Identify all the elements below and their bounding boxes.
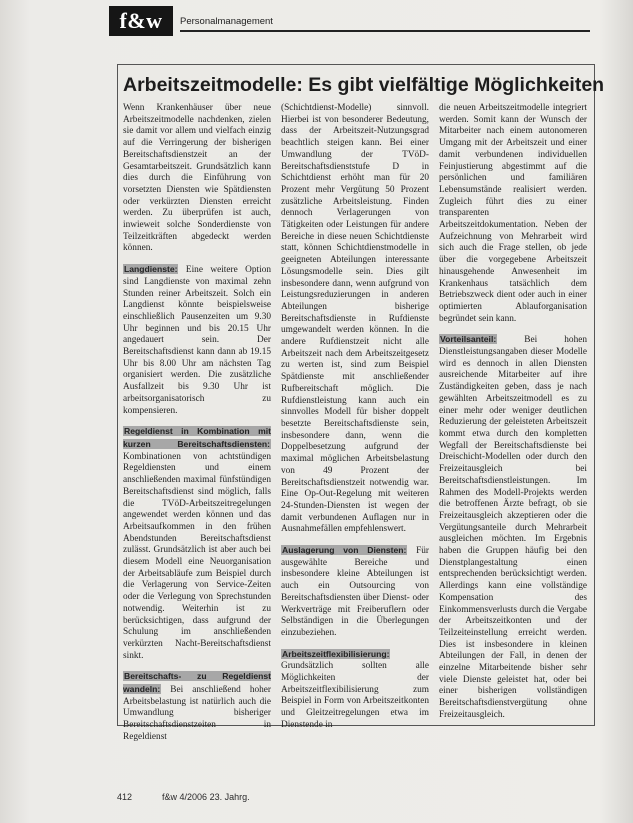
paragraph [439, 334, 587, 721]
paragraph-text: Grundsätzlich sollten alle Möglichkeiten der Arbeitszeitflexibilisierung zum Beispiel in Form von Arbeitszeitkonten und Gleitzeitregelungen etwa im Dienstende in [281, 661, 429, 730]
paragraph [281, 649, 429, 732]
paragraph [281, 545, 429, 640]
paragraph-text: die neuen Arbeitszeitmodelle integriert werden. Somit kann der Wunsch der Mitarbeiter nach einem autonomeren Umgang mit der Arbeitszeit und einer damit verbundenen individuellen Feinjustierung abgestimmt auf die persönlichen und familiären Lebensumstände realisiert werden. Zugleich führt dies zu einer transparenten Arbeitszeitdokumentation. Neben der Aufzeichnung von Mehrarbeit wird sich auch die Frage stellen, ob jede über die vorgegebene Arbeitszeit hinausgehende Anwesenheit im Krankenhaus tatsächlich dem Betriebszweck dient oder auch in einer optimierten Ablauforganisation begründet sein kann. [439, 103, 587, 324]
article-body [123, 103, 588, 742]
paragraph-text: Bei hohen Dienstleistungsangaben dieser Modelle wird es dennoch in allen Diensten ausreichende Mitarbeiter auf ihre Zuständigkeiten geben, dass je nach gewählten Arbeitszeitmodell es zu einer mehr oder weniger deutlichen Reduzierung der geleisteten Arbeitszeit kommt etwa durch den kompletten Wegfall der Bereitschaftsdienste bei Dreischicht-Modellen oder durch den Freizeitausgleich bei Bereitschaftsdienstleistungen. Im Rahmen des Modell-Projekts werden die betroffenen Ärzte befragt, ob sie Freizeitausgleich akzeptieren oder die Vergütungsanteile durch Mehrarbeit ausgleichen möchten. Im Ergebnis haben die Gruppen häufig bei den Dienstplangestaltung einen entsprechenden berücksichtigt werden. Allerdings kann eine vollständige Kompensation des Einkommensverlusts durch die Vergabe der Arbeitszeitkonten und der Teilzeiteinstellung erreicht werden. Dies ist insbesondere in kleinen Abteilungen der Fall, in denen der einzelne Mitarbeitende bisher sehr viele Dienste geleistet hat, oder bei einer bisherigen vollständigen Bereitschaftsdienstvergütung ohne Freizeitausgleich. [439, 335, 587, 720]
paragraph [123, 103, 271, 255]
section-label: Personalmanagement [180, 16, 273, 27]
paragraph [123, 671, 271, 743]
paragraph-keyword: Bereitschafts- zu Regeldienst wandeln: [123, 671, 271, 695]
paragraph-keyword: Regeldienst in Kombination mit kurzen Bereitschaftsdiensten: [123, 426, 271, 449]
paragraph-keyword: Langdienste: [124, 264, 178, 275]
paragraph [123, 264, 271, 417]
page-number: 412 [117, 792, 133, 802]
page-footer [117, 792, 250, 802]
column-2 [281, 103, 429, 733]
paragraph-keyword: Auslagerung von Diensten: [282, 545, 407, 556]
paragraph-text: (Schichtdienst-Modelle) sinnvoll. Hierbei ist von besonderer Bedeutung, dass der Arbeitszeit-Nutzungsgrad beachtlich steigen kann. Bei einer Umwandlung der TVöD-Bereitschaftsdienststufe D in Schichtdienst erhöht man für 20 Prozent mehr Vergütung 50 Prozent zusätzliche Arbeitsleistung. Finden dennoch Verlagerungen von Tätigkeiten oder Leistungen für andere Bereiche in diese neuen Schichtdienste statt, können Schichtdienstmodelle in geeigneten Abteilungen interessante Lösungsmodelle sein. Dies gilt insbesondere dann, wenn aufgrund von Leistungsreduzierungen in anderen Abteilungen bisherige Bereitschaftsdienste in Rufdienste umgewandelt werden können. In die andere Rufdienstzeit nicht alle Arbeitszeit nach dem Arbeitszeitgesetz zu werten ist, sind zum Beispiel Spätdienste mit anschließender Rufbereitschaft möglich. Die Rufdienstleistung kann auch ein sinnvolles Modell für bisher doppelt besetzte Bereitschaftsdienste sein, insbesondere dann, wenn die Doppelbesetzung aufgrund der maximal möglichen Arbeitsbelastung von 49 Prozent der Bereitschaftsdienstzeit notwendig war. Eine Op-Out-Regelung mit weiteren 24-Stunden-Diensten ist wegen der damit verbundenen Auflagen nur in Ausnahmefällen empfehlenswert. [281, 103, 429, 535]
paragraph-text: Eine weitere Option sind Langdienste von maximal zehn Stunden reiner Arbeitszeit. Solch ein Langdienst könnte beispielsweise einschließlich Pausenzeiten um 9.30 Uhr beginnen und bis 20.15 Uhr angedauert sein. Der Bereitschaftsdienst kann dann ab 19.15 Uhr bis 8.00 Uhr am nächsten Tag organisiert werden. Die zusätzliche Ausfallzeit bis 9.30 Uhr ist arbeitsorganisatorisch zu kompensieren. [123, 265, 271, 416]
paragraph-text: Bei anschließend hoher Arbeitsbelastung ist natürlich auch die Umwandlung bisheriger Bereitschaftsdienstzeiten in Regeldienst [123, 685, 271, 742]
paragraph-text: Für ausgewählte Bereiche und insbesondere kleine Abteilungen ist auch ein Outsourcing von Bereitschaftsdiensten über Dienst- oder Werkverträge mit Freiberuflern oder Selbständigen in die Überlegungen einzubeziehen. [281, 546, 430, 638]
paragraph-text: Kombinationen von achtstündigen Regeldiensten und einem anschließenden maximal fünfstündigen Bereitschaftsdienst sind möglich, falls die TVöD-Arbeitszeitregelungen angewendet werden können und das Arbeitsaufkommen in den frühen Abendstunden Bereitschaftsdienst zulässt. Grundsätzlich ist aber auch bei diesem Modell eine Neuorganisation der Arbeitsabläufe zum Beispiel durch die Verlagerung von Service-Zeiten oder die Verlegung von Sprechstunden notwendig. Weiterhin ist zu berücksichtigen, dass aufgrund der Schulung im anschließenden verkürzten Nacht-Bereitschaftsdienst sinkt. [123, 451, 271, 661]
column-1 [123, 103, 271, 742]
paragraph [123, 426, 271, 662]
paragraph-keyword: Vorteilsanteil: [440, 334, 497, 345]
paragraph [439, 103, 587, 325]
article-title: Arbeitszeitmodelle: Es gibt vielfältige Möglichkeiten [123, 74, 605, 96]
header-rule [180, 30, 590, 32]
paragraph [281, 103, 429, 536]
journal-issue: f&w 4/2006 23. Jahrg. [162, 792, 250, 802]
publication-logo: f&w [109, 6, 173, 36]
column-3 [439, 103, 587, 733]
paragraph-text: Wenn Krankenhäuser über neue Arbeitszeitmodelle nachdenken, zielen sie damit vor allem und vielfach einzig auf die Verringerung der bisherigen Bereitschaftsdienstzeit an der Gesamtarbeitszeit. Grundsätzlich kann dies durch die Einführung von vorsetzten Diensten wie Spätdiensten oder verkürzten Diensten erreicht werden. Zu überprüfen ist auch, inwieweit solche Sonderdienste von Teilzeitkräften abgedeckt werden können. [123, 103, 271, 254]
paragraph-keyword: Arbeitszeitflexibilisierung: [282, 648, 390, 659]
